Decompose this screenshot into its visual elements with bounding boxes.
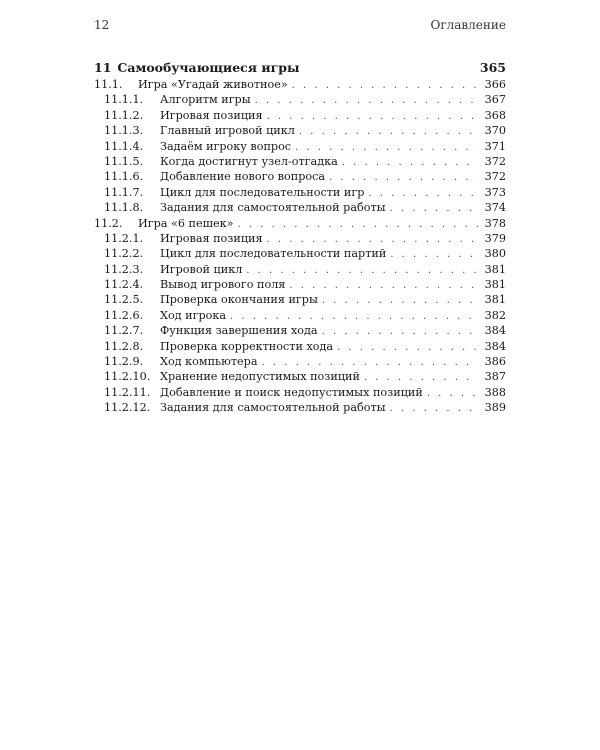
toc-entry-number: 11.1.5. (104, 154, 144, 168)
dot-leader (427, 388, 478, 399)
toc-entry-title: Главный игровой цикл (160, 124, 295, 138)
toc-section-entry (94, 217, 506, 232)
toc-entry-page: 374 (484, 201, 506, 215)
toc-subsection-entry (94, 263, 506, 278)
toc-entry-number: 11.2.11. (104, 385, 151, 399)
running-head (94, 18, 506, 40)
chapter-page: 365 (479, 60, 506, 75)
toc-entry-number: 11.2.7. (104, 324, 144, 338)
toc-entry-title: Добавление и поиск недопустимых позиций (160, 385, 423, 399)
toc-subsection-entry (94, 140, 506, 155)
toc-entry-number: 11.2.8. (104, 339, 144, 353)
toc-entry-number: 11.1. (94, 78, 123, 91)
toc-entry-page: 368 (484, 108, 506, 122)
toc-entry-title: Игра «6 пешек» (138, 216, 234, 230)
toc-entry-number: 11.2.6. (104, 308, 144, 322)
dot-leader (337, 342, 478, 353)
dot-leader (390, 249, 478, 260)
toc-entry-page: 388 (484, 385, 506, 399)
toc-entry-title: Хранение недопустимых позиций (160, 370, 360, 384)
toc-subsection-entry (94, 186, 506, 201)
toc-entry-page: 384 (484, 339, 506, 353)
page-number: 12 (94, 18, 110, 32)
dot-leader (322, 295, 478, 306)
chapter-number: 11 (94, 60, 112, 75)
toc-entry-title: Игровая позиция (160, 231, 263, 245)
toc-subsection-entry (94, 370, 506, 385)
toc-entry-title: Вывод игрового поля (160, 278, 286, 292)
toc-entry-page: 387 (484, 370, 506, 384)
toc-entry-title: Функция завершения хода (160, 324, 318, 338)
toc-entry-title: Задания для самостоятельной работы (160, 201, 386, 215)
toc-entry-title: Игровая позиция (160, 108, 263, 122)
dot-leader (390, 203, 478, 214)
toc-subsection-entry (94, 278, 506, 293)
toc-entry-number: 11.2.9. (104, 355, 144, 369)
chapter-title-group (94, 60, 480, 75)
toc-entry-number: 11.2.12. (104, 401, 151, 415)
chapter-title: Самообучающиеся игры (117, 60, 300, 75)
toc-entry-page: 381 (484, 278, 506, 292)
toc-subsection-entry (94, 109, 506, 124)
toc-subsection-entry (94, 170, 506, 185)
dot-leader (364, 372, 478, 383)
toc-entry-number: 11.1.7. (104, 185, 144, 199)
toc-subsection-entry (94, 355, 506, 370)
dot-leader (390, 403, 478, 414)
dot-leader (368, 188, 478, 199)
toc-chapter-heading (94, 60, 506, 77)
toc-entry-title: Проверка окончания игры (160, 293, 318, 307)
toc-entry-number: 11.1.1. (104, 93, 144, 107)
toc-entry-number: 11.2.2. (104, 247, 144, 261)
toc-subsection-entry (94, 386, 506, 401)
toc-subsection-entry (94, 155, 506, 170)
toc-subsection-entry (94, 340, 506, 355)
toc-entry-title: Цикл для последовательности партий (160, 247, 387, 261)
toc-entry-number: 11.2.1. (104, 231, 144, 245)
dot-leader (295, 142, 478, 153)
table-of-contents (94, 60, 506, 417)
toc-entry-title: Цикл для последовательности игр (160, 185, 365, 199)
toc-subsection-entry (94, 293, 506, 308)
toc-entry-page: 370 (484, 124, 506, 138)
dot-leader (262, 357, 478, 368)
dot-leader (267, 234, 478, 245)
toc-subsection-entry (94, 401, 506, 416)
toc-subsection-entry (94, 232, 506, 247)
toc-entry-title: Задаём игроку вопрос (160, 139, 292, 153)
toc-entry-number: 11.1.8. (104, 201, 144, 215)
toc-entry-page: 367 (484, 93, 506, 107)
toc-entry-number: 11.2.4. (104, 278, 144, 292)
toc-entry-page: 371 (484, 139, 506, 153)
toc-entry-number: 11.1.2. (104, 108, 144, 122)
toc-entry-title: Игра «Угадай животное» (138, 78, 288, 91)
toc-entry-page: 379 (484, 231, 506, 245)
toc-subsection-entry (94, 124, 506, 139)
dot-leader (267, 111, 478, 122)
toc-entry-title: Игровой цикл (160, 262, 243, 276)
toc-entry-number: 11.2.3. (104, 262, 144, 276)
dot-leader (230, 311, 478, 322)
toc-entry-page: 386 (484, 355, 506, 369)
toc-entry-number: 11.2.10. (104, 370, 151, 384)
toc-subsection-entry (94, 201, 506, 216)
dot-leader (289, 280, 478, 291)
toc-entry-page: 381 (484, 262, 506, 276)
toc-entry-list (94, 78, 506, 417)
toc-entry-page: 378 (484, 216, 506, 230)
dot-leader (299, 126, 478, 137)
toc-entry-page: 382 (484, 308, 506, 322)
toc-entry-page: 384 (484, 324, 506, 338)
toc-entry-page: 373 (484, 185, 506, 199)
dot-leader (246, 265, 478, 276)
toc-entry-title: Добавление нового вопроса (160, 170, 326, 184)
toc-entry-number: 11.2. (94, 216, 123, 230)
toc-entry-page: 372 (484, 154, 506, 168)
toc-subsection-entry (94, 309, 506, 324)
toc-entry-page: 389 (484, 401, 506, 415)
toc-entry-title: Ход компьютера (160, 355, 258, 369)
toc-entry-page: 380 (484, 247, 506, 261)
toc-subsection-entry (94, 93, 506, 108)
toc-entry-title: Алгоритм игры (160, 93, 251, 107)
toc-entry-title: Когда достигнут узел-отгадка (160, 154, 338, 168)
toc-entry-title: Ход игрока (160, 308, 227, 322)
toc-entry-number: 11.1.3. (104, 124, 144, 138)
dot-leader (322, 326, 478, 337)
toc-entry-page: 366 (484, 78, 506, 91)
toc-entry-title: Задания для самостоятельной работы (160, 401, 386, 415)
dot-leader (255, 95, 478, 106)
toc-entry-number: 11.2.5. (104, 293, 144, 307)
toc-entry-page: 372 (484, 170, 506, 184)
toc-entry-number: 11.1.6. (104, 170, 144, 184)
running-title: Оглавление (430, 18, 506, 32)
dot-leader (292, 80, 478, 91)
toc-entry-number: 11.1.4. (104, 139, 144, 153)
toc-section-entry (94, 78, 506, 93)
toc-entry-title: Проверка корректности хода (160, 339, 334, 353)
dot-leader (342, 157, 478, 168)
toc-entry-page: 381 (484, 293, 506, 307)
toc-subsection-entry (94, 247, 506, 262)
dot-leader (329, 172, 478, 183)
toc-subsection-entry (94, 324, 506, 339)
dot-leader (237, 219, 478, 230)
